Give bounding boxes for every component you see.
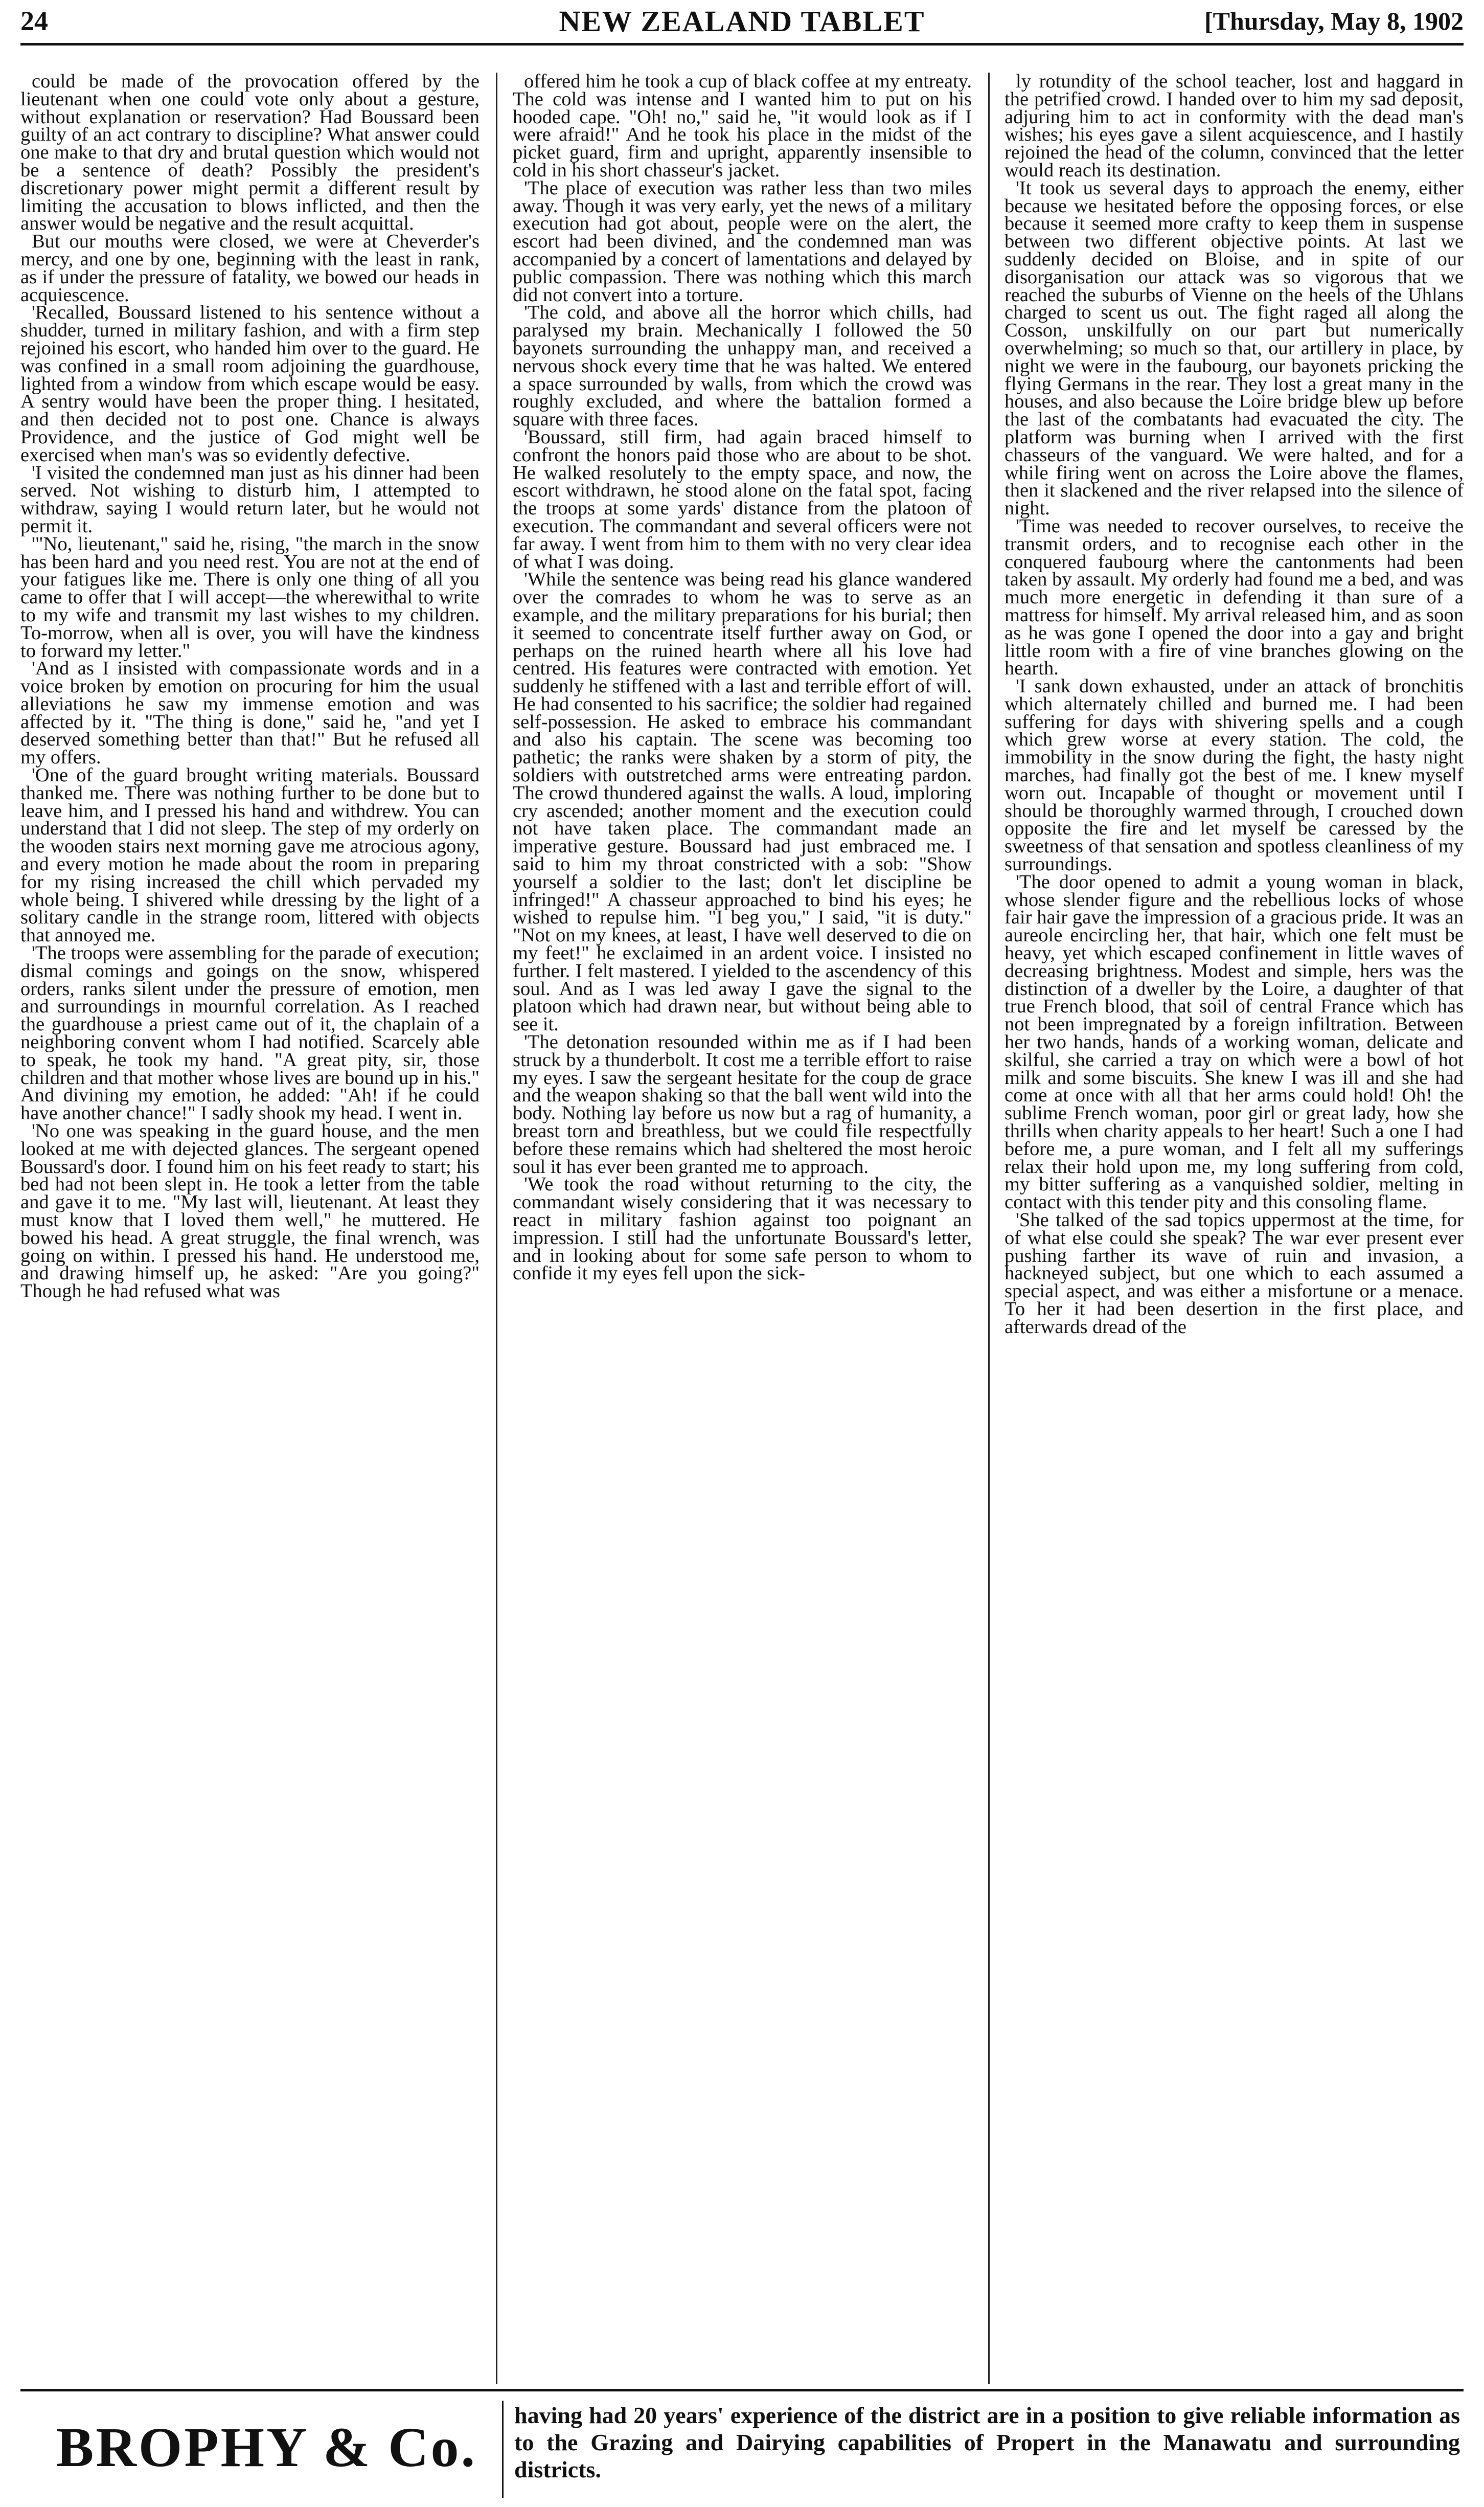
paragraph: could be made of the provocation offered by the lieutenant when one could vote only about a gesture, without explanation or reservation? Had Boussard been guilty of an act contrary to discipline? What answer could one make to that dry and brutal question which would not be a sentence of death? Possibly the president's discretionary power might permit a different result by limiting the accusation to blows inflicted, and then the answer would be negative and the result acquittal. [20, 73, 480, 235]
paragraph: 'No one was speaking in the guard house, and the men looked at me with dejected glances. The sergeant opened Boussard's door. I found him on his feet ready to start; his bed had not been slept in. He took a letter from the table and gave it to me. "My last will, lieutenant. At least they must know that I loved them well," he muttered. He bowed his head. A great struggle, the final wrench, was going on within. I pressed his hand. He understood me, and drawing himself up, he asked: "Are you going?" Though he had refused what was [20, 1120, 480, 1302]
paragraph: 'The door opened to admit a young woman in black, whose slender figure and the rebellious locks of whose fair hair gave the impression of a gracious pride. It was an aureole encircling her, that hair, which one felt must be heavy, yet which escaped confinement in little waves of decreasing brightness. Modest and simple, hers was the distinction of a dweller by the Loire, a daughter of that true French blood, that soil of central France which has not been impregnated by a foreign infiltration. Between her two hands, hands of a working woman, delicate and skilful, she carried a tray on which were a bowl of hot milk and some biscuits. She knew I was ill and she had come at once with all that her arms could hold! Oh! the sublime French woman, poor girl or great lady, how she thrills when charity appeals to her heart! Such a one I had before me, a pure woman, and I felt all my sufferings relax their hold upon me, my long suffering from cold, my bitter suffering as a vanquished soldier, melting in contact with this tender pity and this consoling flame. [1004, 871, 1464, 1213]
paragraph: offered him he took a cup of black coffee at my entreaty. The cold was intense and I wanted him to put on his hooded cape. "Oh! no," said he, "it would look as if I were afraid!" And he took his place in the midst of the picket guard, firm and upright, apparently insensible to cold in his short chasseur's jacket. [513, 73, 972, 181]
paragraph: ly rotundity of the school teacher, lost and haggard in the petrified crowd. I handed over to him my sad deposit, adjuring him to act in conformity with the dead man's wishes; his eyes gave a silent acquiescence, and I hastily rejoined the head of the column, convinced that the letter would reach its destination. [1004, 73, 1464, 181]
paragraph: 'One of the guard brought writing materials. Boussard thanked me. There was nothing further to be done but to leave him, and I pressed his hand and withdrew. You can understand that I did not sleep. The step of my orderly on the wooden stairs next morning gave me atrocious agony, and every motion he made about the room in preparing for my rising increased the chill which pervaded my whole being. I shivered while dressing by the light of a solitary candle in the strange room, littered with objects that annoyed me. [20, 764, 480, 946]
paragraph: 'Recalled, Boussard listened to his sentence without a shudder, turned in military fashion, and with a firm step rejoined his escort, who handed him over to the guard. He was confined in a small room adjoining the guardhouse, lighted from a window from which escape would be easy. A sentry would have been the proper thing. I hesitated, and then decided not to post one. Chance is always Providence, and the justice of God might well be exercised when man's was so evidently defective. [20, 302, 480, 466]
masthead [20, 4, 1464, 46]
paragraph: 'I visited the condemned man just as his dinner had been served. Not wishing to disturb him, I attempted to withdraw, saying I would return later, but he would not permit it. [20, 462, 480, 537]
paragraph: 'It took us several days to approach the enemy, either because we hesitated before the opposing forces, or else because it seemed more crafty to keep them in suspense between two different objective points. At last we suddenly decided on Bloise, and in spite of our disorganisation our attack was so vigorous that we reached the suburbs of Vienne on the heels of the Uhlans charged to scent us out. The fight raged all along the Cosson, unskilfully on our part but numerically overwhelming; so much so that, our artillery in place, by night we were in the faubourg, our bayonets pricking the flying Germans in the rear. They lost a great many in the houses, and also because the Loire bridge blew up before the last of the combatants had evacuated the city. The platform was burning when I arrived with the first chasseurs of the vanguard. We were halted, and for a while firing went on across the Loire above the flames, then it slackened and the river relapsed into the silence of night. [1004, 177, 1464, 520]
column-rule [988, 73, 990, 2384]
issue-date: [Thursday, May 8, 1902 [1204, 7, 1464, 35]
advertisement [20, 2389, 1464, 2504]
column-1 [20, 73, 480, 2385]
column-rule [496, 73, 497, 2384]
paragraph: 'The detonation resounded within me as if I had been struck by a thunderbolt. It cost me a terrible effort to raise my eyes. I saw the sergeant hesitate for the coup de grace and the weapon shaking so that the ball went wild into the body. Nothing lay before us now but a rag of humanity, a breast torn and breathless, but we could file respectfully before these remains which had sheltered the most heroic soul it has ever been granted me to approach. [513, 1031, 972, 1178]
paragraph: 'I sank down exhausted, under an attack of bronchitis which alternately chilled and burned me. I had been suffering for days with shivering spells and a cough which grew worse at every station. The cold, the immobility in the snow during the fight, the hasty night marches, had finally got the best of me. I knew myself worn out. Incapable of thought or movement until I should be thoroughly warmed through, I crouched down opposite the fire and let myself be caressed by the sweetness of that sensation and spotless cleanliness of my surroundings. [1004, 675, 1464, 875]
column-3 [1004, 73, 1464, 2385]
advertiser-name: BROPHY & Co. [56, 2416, 477, 2478]
paragraph: 'We took the road without returning to the city, the commandant wisely considering that it was necessary to react in military fashion against too poignant an impression. I still had the unfortunate Boussard's letter, and in looking about for some safe person to whom to confide it my eyes fell upon the sick- [513, 1173, 972, 1284]
advertisement-text: having had 20 years' experience of the district are in a position to give reliable information as to the Grazing and Dairying capabilities of Propert in the Manawatu and surrounding districts. [514, 2402, 1460, 2482]
column-2 [513, 73, 972, 2385]
paragraph: '"No, lieutenant," said he, rising, "the march in the snow has been hard and you need rest. You are not at the end of your fatigues like me. There is only one thing of all you came to offer that I will accept—the wherewithal to write to my wife and transmit my last wishes to my children. To-morrow, when all is over, you will have the kindness to forward my letter." [20, 533, 480, 662]
paragraph: 'She talked of the sad topics uppermost at the time, for of what else could she speak? The war ever present ever pushing farther its wave of ruin and invasion, a hackneyed subject, but one which to each assumed a special aspect, and was either a misfortune or a menace. To her it had been desertion in the first place, and afterwards dread of the [1004, 1209, 1464, 1338]
advertisement-divider [502, 2401, 504, 2498]
paragraph: 'While the sentence was being read his glance wandered over the comrades to whom he was to serve as an example, and the military preparations for his burial; then it seemed to concentrate itself further away on God, or perhaps on the ruined hearth where all his love had centred. His features were contracted with emotion. Yet suddenly he stiffened with a last and terrible effort of will. He had consented to his sacrifice; the soldier had regained self-possession. He asked to embrace his commandant and also his captain. The scene was becoming too pathetic; the ranks were shaken by a storm of pity, the soldiers with outstretched arms were entreating pardon. The crowd thundered against the walls. A loud, imploring cry ascended; another moment and the execution could not have taken place. The commandant made an imperative gesture. Boussard had just embraced me. I said to him my throat constricted with a sob: "Show yourself a soldier to the last; don't let discipline be infringed!" A chasseur approached to bind his eyes; he wished to repulse him. "I beg you," I said, "it is duty." "Not on my knees, at least, I have well deserved to die on my feet!" he exclaimed in an ardent voice. I insisted no further. I felt mastered. I yielded to the ascendency of this soul. And as I was led away I gave the signal to the platoon which had drawn near, but without being able to see it. [513, 569, 972, 1035]
paragraph: 'The cold, and above all the horror which chills, had paralysed my brain. Mechanically I followed the 50 bayonets surrounding the unhappy man, and received a nervous shock every time that he was halted. We entered a space surrounded by walls, from which the crowd was roughly excluded, and where the battalion formed a square with three faces. [513, 302, 972, 431]
paper-title: NEW ZEALAND TABLET [559, 5, 925, 38]
paragraph: 'The troops were assembling for the parade of execution; dismal comings and goings on the snow, whispered orders, ranks silent under the pressure of emotion, men and surroundings in mournful correlation. As I reached the guardhouse a priest came out of it, the chaplain of a neighboring convent whom I had notified. Scarcely able to speak, he took my hand. "A great pity, sir, those children and that mother whose lives are bound up in his." And divining my emotion, he added: "Ah! if he could have another chance!" I sadly shook my head. I went in. [20, 942, 480, 1124]
paragraph: 'The place of execution was rather less than two miles away. Though it was very early, yet the news of a military execution had got about, people were on the alert, the escort had been divined, and the condemned man was accompanied by a concert of lamentations and delayed by public compassion. There was nothing which this march did not convert into a torture. [513, 177, 972, 306]
page-number: 24 [20, 6, 48, 36]
paragraph: 'Boussard, still firm, had again braced himself to confront the honors paid those who are about to be shot. He walked resolutely to the empty space, and now, the escort withdrawn, he stood alone on the fatal spot, facing the troops at some yards' distance from the platoon of execution. The commandant and several officers were not far away. I went from him to them with no very clear idea of what I was doing. [513, 426, 972, 573]
paragraph: But our mouths were closed, we were at Cheverder's mercy, and one by one, beginning with the least in rank, as if under the pressure of fatality, we bowed our heads in acquiescence. [20, 231, 480, 306]
paragraph: 'Time was needed to recover ourselves, to receive the transmit orders, and to recognise each other in the conquered faubourg where the cantonments had been taken by assault. My orderly had found me a bed, and was much more energetic in defending it than sure of a mattress for himself. My arrival released him, and as soon as he was gone I opened the door into a gay and bright little room with a fire of vine branches glowing on the hearth. [1004, 515, 1464, 680]
paragraph: 'And as I insisted with compassionate words and in a voice broken by emotion on procuring for him the usual alleviations he saw my immense emotion and was affected by it. "The thing is done," said he, "and yet I deserved something better than that!" But he refused all my offers. [20, 658, 480, 769]
